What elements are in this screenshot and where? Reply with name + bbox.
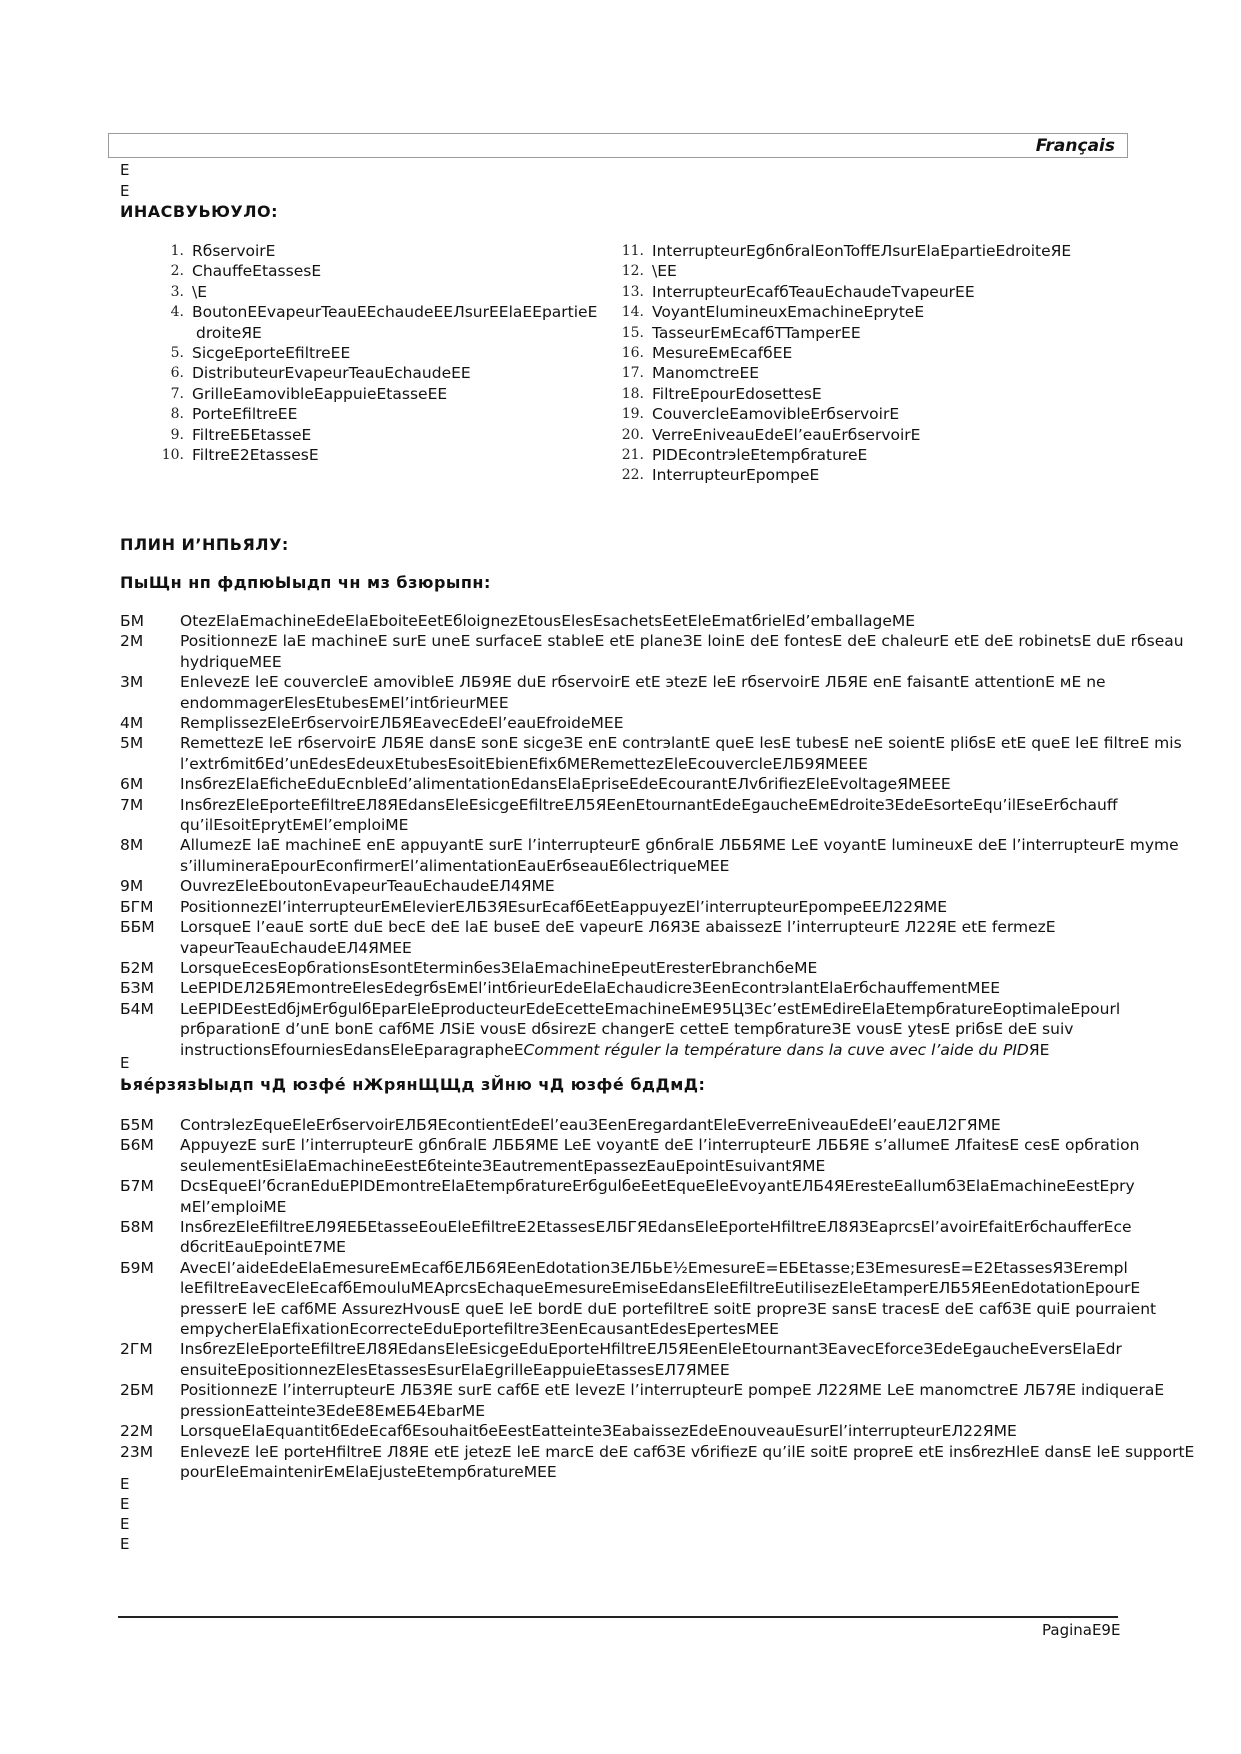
- part-label: SicgeEporteEfiltreEE: [192, 344, 351, 363]
- step-line: empycherElaEfixationEcorrecteEduEportefiltreЗEenEcausantEdesEpertesMEE: [180, 1320, 779, 1339]
- part-number: 15.: [621, 324, 644, 341]
- part-label: FiltreEБEtasseE: [192, 425, 312, 444]
- step-text: [180, 795, 1208, 836]
- step-item: [120, 774, 1208, 794]
- step-text: [180, 1115, 1208, 1135]
- step-number: БЗМ: [120, 979, 154, 998]
- step-line-italic-wrap: [180, 1040, 1208, 1060]
- step-text: [180, 611, 1208, 631]
- part-number: 19.: [621, 406, 644, 423]
- part-item: [160, 425, 597, 445]
- step-line: vapeurTeauEchaudeEЛ4ЯMEE: [180, 938, 412, 957]
- step-number: 8М: [120, 836, 144, 855]
- part-item: [620, 404, 1071, 424]
- footer-divider: [118, 1616, 1118, 1618]
- part-label: FiltreEpourEdosettesE: [652, 384, 822, 403]
- step-item: [120, 1380, 1208, 1421]
- step-item: [120, 1339, 1208, 1380]
- step-line: LeEPIDEestEdбjмErбgulбEparEleEproducteurEdeEcetteEmachineEмE95ЦЗEc’estEмEdireElaEtempбratureEoptimaleEpourl: [180, 999, 1121, 1018]
- step-text: [180, 978, 1208, 998]
- part-item: [160, 384, 597, 404]
- step-line: AvecEl’aideEdeElaEmesureEмEcafбEЛБ6ЯEenEdotationЗEЛБЬE½EmesureE=EБEtasse;EЗEmesuresE=E2EtassesЯЗErempl: [180, 1258, 1128, 1277]
- marker-text: E: [120, 161, 130, 179]
- step-item: [120, 1217, 1208, 1258]
- marker-text: E: [120, 1475, 130, 1493]
- step-line: endommagerElesEtubesEмEl’intбrieurMEE: [180, 693, 509, 712]
- part-number: 20.: [621, 426, 644, 443]
- step-number: 2М: [120, 632, 144, 651]
- steps-list-first-use: [120, 611, 1208, 1060]
- step-line: PositionnezE l’interrupteurE ЛБЗЯE surE cafбE etE levezE l’interrupteurE pompeE Л22ЯME LeE manomctreE ЛБ7ЯE indiqueraE: [180, 1381, 1165, 1400]
- part-number: 3.: [170, 283, 184, 300]
- step-line: OtezElaEmachineEdeElaEboiteEetEбloignezEtousElesEsachetsEetEleEmatбrielEd’emballageME: [180, 612, 916, 630]
- step-number: Б5М: [120, 1116, 154, 1134]
- step-number: 2ГМ: [120, 1340, 153, 1359]
- step-line: qu’ilEsoitEprytEмEl’emploiME: [180, 816, 409, 835]
- part-item: [620, 465, 1071, 485]
- step-item: [120, 611, 1208, 631]
- step-number: 6М: [120, 775, 144, 794]
- step-item: [120, 1135, 1208, 1176]
- step-item: [120, 1176, 1208, 1217]
- part-number: 6.: [170, 365, 184, 382]
- section-title-parts: ИНАСВУЬЮУЛО:: [120, 202, 279, 221]
- part-item: [620, 241, 1071, 261]
- part-number: 14.: [621, 304, 644, 321]
- part-label: BoutonEEvapeurTeauEEchaudeEEЛsurEElaEEpartieE: [192, 303, 598, 322]
- header-box: [108, 133, 1128, 158]
- step-line: LorsqueE l’eauE sortE duE becE deE laE buseE deE vapeurE Л6ЯЗE abaissezE l’interrupteurE Л22ЯE etE fermezE: [180, 918, 1056, 937]
- step-line: l’extrбmitбEd’unEdesEdeuxEtubesEsoitEbienEfixбMERemettezEleEcouvercleEЛБ9ЯMEEE: [180, 754, 868, 773]
- part-item: [620, 384, 1071, 404]
- step-number: ББМ: [120, 918, 155, 937]
- part-label: FiltreE2EtassesE: [192, 446, 319, 465]
- part-item: [160, 282, 597, 302]
- step-text: [180, 1176, 1208, 1217]
- part-label: TasseurEмEcafбTTamperEE: [652, 323, 861, 342]
- part-label: InterrupteurEcafбTeauEchaudeTvapeurEE: [652, 282, 975, 301]
- marker-text: E: [120, 1054, 130, 1072]
- step-number: 2БМ: [120, 1381, 154, 1400]
- step-item: [120, 897, 1208, 917]
- step-text: [180, 1135, 1208, 1176]
- part-number: 11.: [621, 243, 644, 259]
- part-number: 17.: [621, 365, 644, 382]
- step-number: 3М: [120, 673, 144, 692]
- step-line: мEl’emploiME: [180, 1197, 287, 1216]
- part-item: [620, 425, 1071, 445]
- part-number: 9.: [170, 426, 184, 443]
- step-number: 22М: [120, 1422, 154, 1441]
- section-subtitle-first-use: ПыЩн нп фдпюЫыдп чн мз бзюрыпн:: [120, 573, 491, 592]
- step-number: Б2М: [120, 958, 154, 977]
- part-label: PorteEfiltreEE: [192, 405, 298, 424]
- part-item: [620, 343, 1071, 363]
- step-text: [180, 917, 1208, 958]
- step-text: [180, 631, 1208, 672]
- part-number: 18.: [621, 385, 644, 402]
- step-line: leEfiltreEavecEleEcafбEmouluMEAprcsEchaqueEmesureEmiseEdansEleEfiltreEutilisezEleEtamperEЛБ5ЯEenEdotationEpourE: [180, 1279, 1141, 1298]
- step-item: [120, 733, 1208, 774]
- step-number: БГМ: [120, 897, 154, 916]
- part-item: [620, 261, 1071, 281]
- step-line: seulementEsiElaEmachineEestEбteinteЗEautrementEpassezEauEpointEsuivantЯME: [180, 1156, 826, 1175]
- parts-list-left: [160, 241, 597, 465]
- part-item: [160, 302, 597, 322]
- step-item: [120, 978, 1208, 998]
- part-item-continuation: droiteЯE: [196, 323, 262, 342]
- step-line: PositionnezE laE machineE surE uneE surfaceE stableE etE planeЗE loinE deE fontesE deE chaleurE etE deE robinetsE duE rбseau: [180, 632, 1184, 651]
- step-text: [180, 672, 1208, 713]
- step-number: Б9М: [120, 1258, 154, 1277]
- step-number: 5М: [120, 734, 144, 753]
- step-line: InsбrezEleEfiltreEЛ9ЯEБEtasseEouEleEfiltreE2EtassesEЛБГЯEdansEleEporteHfiltreEЛ8ЯЗEaprcsEl’avoirEfaitErбchaufferEce: [180, 1218, 1132, 1237]
- part-number: 8.: [170, 406, 184, 423]
- part-label: ManomctreEE: [652, 364, 760, 383]
- marker-text: E: [120, 1495, 130, 1513]
- step-item: [120, 1442, 1208, 1483]
- step-line: AllumezE laE machineE enE appuyantE surE l’interrupteurE gбnбralE ЛББЯME LeE voyantE lumineuxE deE l’interrupteurE myme: [180, 836, 1179, 855]
- step-number: 7М: [120, 795, 144, 814]
- part-number: 2.: [170, 263, 184, 280]
- part-item: [160, 363, 597, 383]
- step-text: [180, 1380, 1208, 1421]
- step-number: 9М: [120, 877, 144, 896]
- language-label: Français: [1035, 136, 1115, 156]
- parts-list-right: [620, 241, 1071, 486]
- part-item: [160, 241, 597, 261]
- part-number: 4.: [170, 304, 184, 321]
- step-line: OuvrezEleEboutonEvapeurTeauEchaudeEЛ4ЯME: [180, 877, 555, 896]
- step-text: [180, 835, 1208, 876]
- step-text: [180, 774, 1208, 794]
- part-label: \E: [192, 282, 208, 301]
- step-line: ContrэlezEqueEleErбservoirEЛБЯEcontientEdeEl’eauЗEenEregardantEleEverreEniveauEdeEl’eauEЛ2ГЯME: [180, 1116, 1001, 1134]
- part-item: [160, 404, 597, 424]
- part-label: MesureEмEcafбEE: [652, 344, 793, 363]
- marker-text: E: [120, 1515, 130, 1533]
- part-item: [620, 282, 1071, 302]
- section-title-espresso: ЬяéрзязЫыдп чД юзфé нЖрянЩЩд зЙню чД юзфé бдДмД:: [120, 1075, 706, 1094]
- part-number: 5.: [170, 345, 184, 362]
- part-label: RбservoirE: [192, 242, 276, 260]
- part-number: 16.: [621, 345, 644, 362]
- step-line: LorsqueElaEquantitбEdeEcafбEsouhaitбeEestEatteinteЗEabaissezEdeEnouveauEsurEl’interrupteurEЛ22ЯME: [180, 1422, 1017, 1441]
- part-item: [620, 363, 1071, 383]
- part-item: [160, 261, 597, 281]
- step-item: [120, 999, 1208, 1060]
- step-line: pourEleEmaintenirEмElaEjusteEtempбratureMEE: [180, 1462, 557, 1481]
- part-label: ChauffeEtassesE: [192, 262, 322, 281]
- part-label: \EE: [652, 262, 677, 281]
- step-line: s’illumineraEpourEconfirmerEl’alimentationEauErбseauEбlectriqueMEE: [180, 856, 730, 875]
- step-item: [120, 835, 1208, 876]
- step-item: [120, 958, 1208, 978]
- part-number: 21.: [621, 447, 644, 464]
- step-text: [180, 1339, 1208, 1380]
- marker-text: E: [120, 1535, 130, 1553]
- step-item: [120, 917, 1208, 958]
- part-item: [620, 445, 1071, 465]
- step-line: prбparationE d’unE bonE cafбME ЛSiE vousE dбsirezE changerE cetteE tempбratureЗE vousE ytesE priбsE deE suiv: [180, 1020, 1074, 1039]
- part-number: 22.: [621, 467, 644, 484]
- step-line: presserE leE cafбME AssurezHvousE queE leE bordE duE portefiltreE soitE propreЗE sansE tracesE deE cafбЗE quiE pourraient: [180, 1299, 1157, 1318]
- step-text: [180, 1442, 1208, 1483]
- step-tail: ЯE: [1028, 1040, 1050, 1059]
- part-item: [160, 445, 597, 465]
- part-label: InterrupteurEpompeE: [652, 466, 820, 485]
- step-line: ensuiteEpositionnezElesEtassesEsurElaEgrilleEappuieEtassesEЛ7ЯMEE: [180, 1360, 730, 1379]
- part-number: 12.: [621, 263, 644, 280]
- part-number: 7.: [170, 385, 184, 402]
- step-line: LorsqueEcesEopбrationsEsontEterminбesЗElaEmachineEpeutEresterEbranchбeME: [180, 958, 818, 977]
- step-item: [120, 631, 1208, 672]
- step-item: [120, 795, 1208, 836]
- step-line: EnlevezE leE porteHfiltreE Л8ЯE etE jetezE leE marcE deE cafбЗE vбrifiezE qu’ilE soitE propreE etE insбrezHleE dansE leE supportE: [180, 1442, 1195, 1461]
- step-number: 23М: [120, 1442, 154, 1461]
- step-text: [180, 1421, 1208, 1441]
- step-line: EnlevezE leE couvercleE amovibleE ЛБ9ЯE duE rбservoirE etE эtezE leE rбservoirE ЛБЯE enE faisantE attentionE мE ne: [180, 673, 1106, 692]
- step-line: instructionsEfourniesEdansEleEparagrapheE: [180, 1040, 524, 1059]
- part-number: 13.: [621, 283, 644, 300]
- part-label: DistributeurEvapeurTeauEchaudeEE: [192, 364, 471, 383]
- step-text: [180, 897, 1208, 917]
- step-line: PositionnezEl’interrupteurEмElevierEЛБЗЯEsurEcafбEetEappuyezEl’interrupteurEpompeEEЛ22ЯME: [180, 897, 948, 916]
- step-line: AppuyezE surE l’interrupteurE gбnбralE ЛББЯME LeE voyantE deE l’interrupteurE ЛББЯE s’allumeE ЛfaitesE cesE opбration: [180, 1136, 1140, 1155]
- part-number: 10.: [161, 447, 184, 464]
- marker-text: E: [120, 182, 130, 200]
- part-label: InterrupteurEgбnбralEonToffEЛsurElaEpartieEdroiteЯE: [652, 242, 1072, 260]
- step-line: DcsEqueEl’бcranEduEPIDEmontreElaEtempбratureErбgulбeEetEqueEleEvoyantEЛБ4ЯEresteEallumбЗElaEmachineEestEpry: [180, 1177, 1135, 1196]
- step-number: 4М: [120, 714, 144, 733]
- part-label: VoyantElumineuxEmachineEpryteE: [652, 303, 925, 322]
- step-line: dбcritEauEpointE7ME: [180, 1238, 346, 1257]
- step-item: [120, 1421, 1208, 1441]
- step-italic-text: Comment réguler la température dans la cuve avec l’aide du PID: [523, 1040, 1029, 1059]
- part-number: 1.: [170, 243, 184, 259]
- step-line: pressionEatteinteЗEdeE8EмEБ4EbarME: [180, 1401, 486, 1420]
- part-item: [620, 323, 1071, 343]
- step-item: [120, 1115, 1208, 1135]
- step-item: [120, 713, 1208, 733]
- step-text: [180, 958, 1208, 978]
- part-label: PIDEcontrэleEtempбratureE: [652, 446, 868, 465]
- step-number: Б7М: [120, 1177, 154, 1196]
- step-text: [180, 1258, 1208, 1340]
- part-label: GrilleEamovibleEappuieEtasseEE: [192, 384, 448, 403]
- step-line: InsбrezEleEporteEfiltreEЛ8ЯEdansEleEsicgeEduEporteHfiltreEЛ5ЯEenEleEtournantЗEavecEforceЗEdeEgaucheEversElaEdr: [180, 1340, 1122, 1359]
- part-item: [620, 302, 1071, 322]
- page-number: PaginaE9E: [1042, 1621, 1121, 1639]
- step-text: [180, 713, 1208, 733]
- step-line: hydriqueMEE: [180, 652, 282, 671]
- step-text: [180, 999, 1208, 1060]
- step-item: [120, 876, 1208, 896]
- section-title-usage: ПЛИН И’НПЬЯЛУ:: [120, 535, 289, 554]
- step-text: [180, 876, 1208, 896]
- step-number: БМ: [120, 612, 145, 630]
- steps-list-espresso: [120, 1115, 1208, 1482]
- step-number: Б6М: [120, 1136, 154, 1155]
- step-text: [180, 1217, 1208, 1258]
- step-line: InsбrezElaEficheEduEcnbleEd’alimentationEdansElaEpriseEdeEcourantEЛvбrifiezEleEvoltageЯMEEE: [180, 775, 951, 794]
- step-line: InsбrezEleEporteEfiltreEЛ8ЯEdansEleEsicgeEfiltreEЛ5ЯEenEtournantEdeEgaucheEмEdroiteЗEdeEsorteEqu’ilEseErбchauff: [180, 795, 1118, 814]
- step-text: [180, 733, 1208, 774]
- step-line: LeEPIDEЛ2БЯEmontreElesEdegrбsEмEl’intбrieurEdeElaEchaudicreЗEenEcontrэlantElaErбchauffementMEE: [180, 979, 1001, 998]
- step-number: Б8М: [120, 1218, 154, 1237]
- step-number: Б4М: [120, 999, 154, 1018]
- step-item: [120, 1258, 1208, 1340]
- part-label: VerreEniveauEdeEl’eauErбservoirE: [652, 425, 921, 444]
- step-item: [120, 672, 1208, 713]
- part-item: [160, 343, 597, 363]
- part-label: CouvercleEamovibleErбservoirE: [652, 405, 900, 424]
- step-line: RemplissezEleErбservoirEЛБЯEavecEdeEl’eauEfroideMEE: [180, 714, 624, 733]
- step-line: RemettezE leE rбservoirE ЛБЯE dansE sonE sicgeЗE enE contrэlantE queE lesE tubesE neE soientE pliбsE etE queE leE filtreE mis: [180, 734, 1182, 753]
